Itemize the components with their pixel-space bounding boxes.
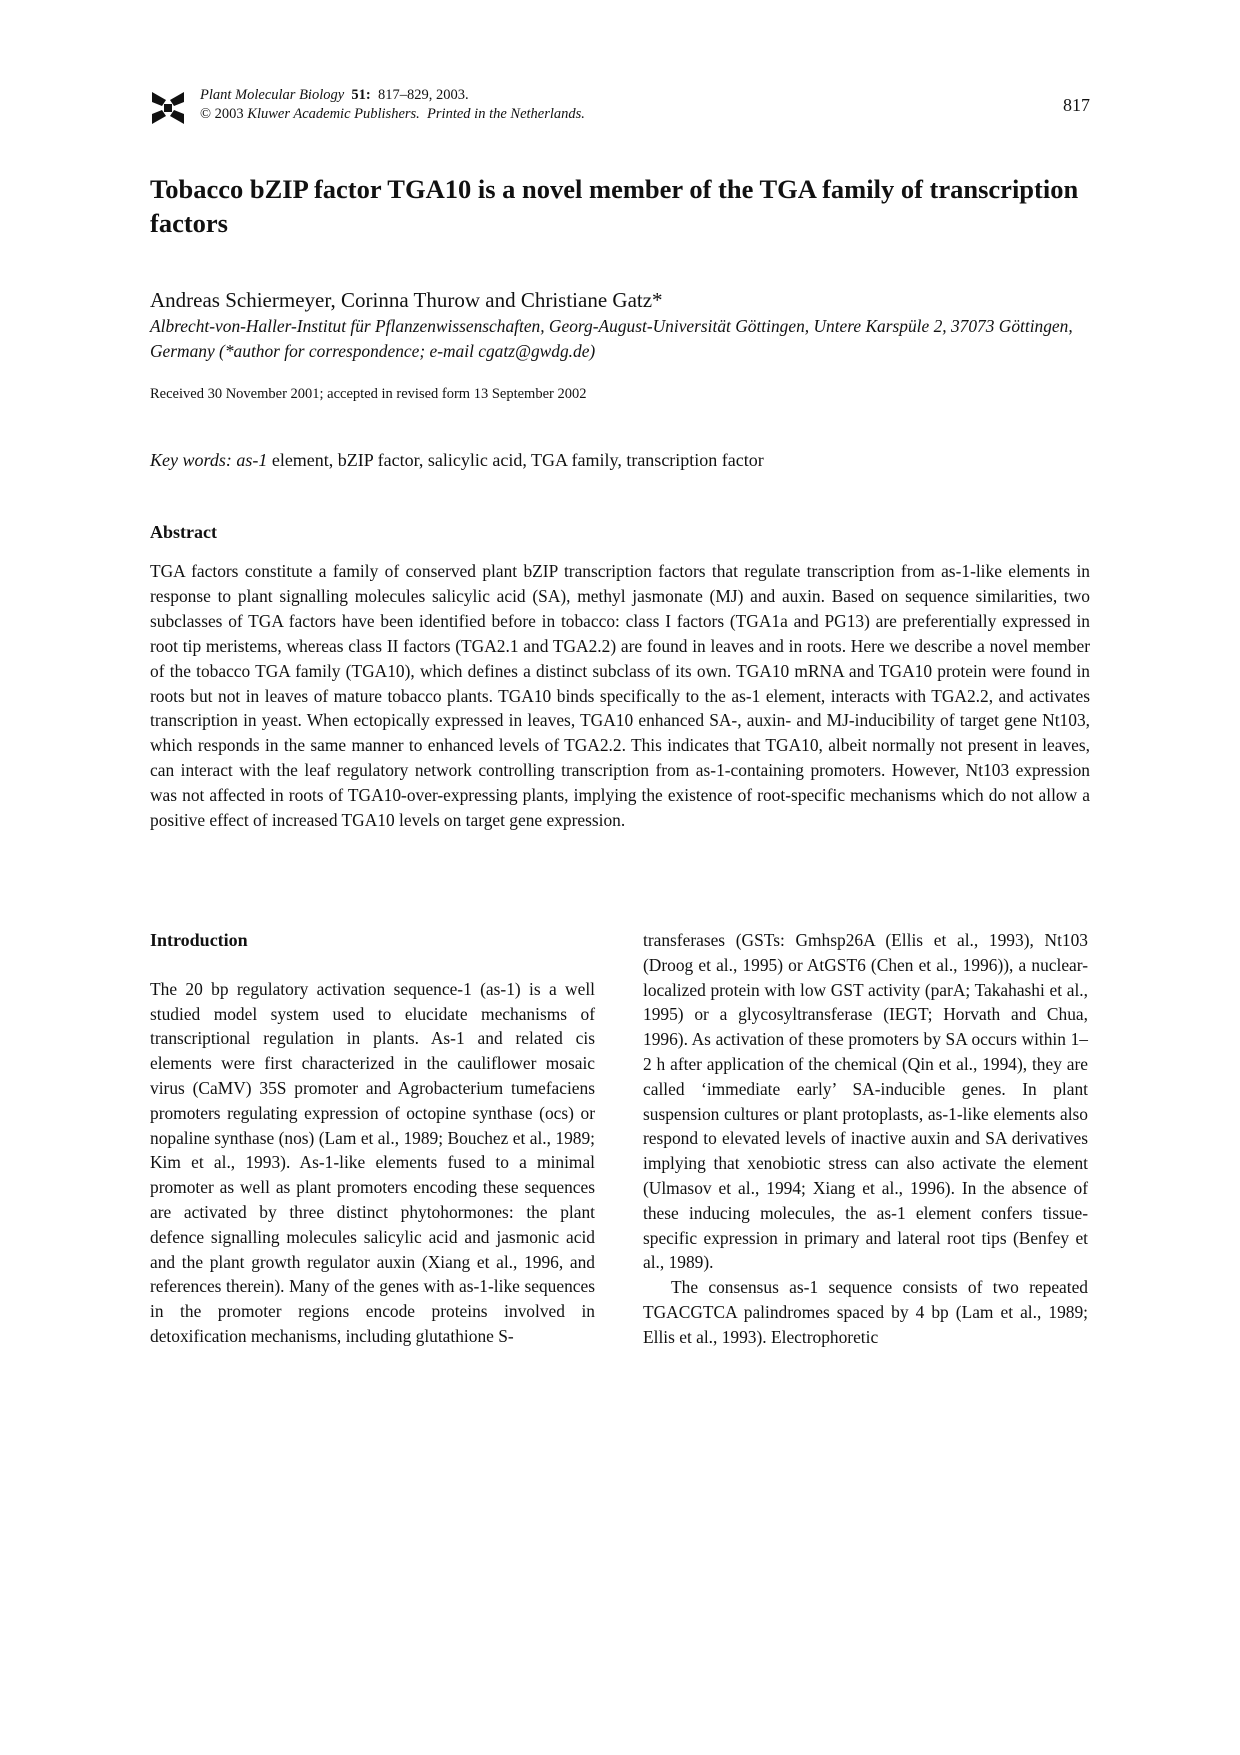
keywords-label: Key words: [150,450,232,470]
paper-title: Tobacco bZIP factor TGA10 is a novel member of the TGA family of transcription factors [150,174,1079,238]
affiliation: Albrecht-von-Haller-Institut für Pflanzenwissenschaften, Georg-August-Universität Göttingen, Untere Karspüle 2, 37073 Göttingen, Germany (*author for correspondence; e-mail cgatz@gwdg.de) [150,316,1073,361]
keywords-rest: element, bZIP factor, salicylic acid, TGA family, transcription factor [267,450,764,470]
received-date: Received 30 November 2001; accepted in revised form 13 September 2002 [150,386,587,402]
column-left [150,928,595,1349]
printed-in: Printed in the Netherlands. [427,106,585,122]
page-number: 817 [1063,95,1090,115]
publisher-logo-icon [150,88,186,128]
author-list: Andreas Schiermeyer, Corinna Thurow and Christiane Gatz* [150,288,663,312]
page-header [150,86,1090,132]
intro-paragraph-2: transferases (GSTs: Gmhsp26A (Ellis et al., 1993), Nt103 (Droog et al., 1995) or AtGST6 (Chen et al., 1996)), a nuclear-localized protein with low GST activity (parA; Takahashi et al., 1995) or a glycosyltransferase (IEGT; Horvath and Chua, 1996). As activation of these promoters by SA occurs within 1–2 h after application of the chemical (Qin et al., 1994), they are called ‘immediate early’ SA-inducible genes. In plant suspension cultures or plant protoplasts, as-1-like elements also respond to elevated levels of inactive auxin and SA derivatives implying that xenobiotic stress can also activate the element (Ulmasov et al., 1994; Xiang et al., 1996). In the absence of these inducing molecules, the as-1 element confers tissue-specific expression in primary and lateral root tips (Benfey et al., 1989). [643,930,1088,1273]
journal-name: Plant Molecular Biology [200,87,345,103]
intro-paragraph-3: The consensus as-1 sequence consists of two repeated TGACGTCA palindromes spaced by 4 bp (Lam et al., 1989; Ellis et al., 1993). Electrophoretic [643,1277,1088,1347]
introduction-heading: Introduction [150,930,248,950]
publisher: Kluwer Academic Publishers. [247,106,420,122]
keyword-first: as-1 [236,450,268,470]
abstract-text: TGA factors constitute a family of conserved plant bZIP transcription factors that regulate transcription from as-1-like elements in response to plant signalling molecules salicylic acid (SA), methyl jasmonate (MJ) and auxin. Based on sequence similarities, two subclasses of TGA factors have been identified before in tobacco: class I factors (TGA1a and PG13) are preferentially expressed in root tip meristems, whereas class II factors (TGA2.1 and TGA2.2) are found in leaves and in roots. Here we describe a novel member of the tobacco TGA family (TGA10), which defines a distinct subclass of its own. TGA10 mRNA and TGA10 protein were found in roots but not in leaves of mature tobacco plants. TGA10 binds specifically to the as-1 element, interacts with TGA2.2, and activates transcription in yeast. When ectopically expressed in leaves, TGA10 enhanced SA-, auxin- and MJ-inducibility of target gene Nt103, which responds in the same manner to enhanced levels of TGA2.2. This indicates that TGA10, albeit normally not present in leaves, can interact with the leaf regulatory network controlling transcription from as-1-containing promoters. However, Nt103 expression was not affected in roots of TGA10-over-expressing plants, implying the existence of root-specific mechanisms which do not allow a positive effect of increased TGA10 levels on target gene expression. [150,561,1090,831]
copyright-year: © 2003 [200,106,244,122]
volume: 51: [351,87,371,103]
journal-citation [200,86,585,124]
pages-year: 817–829, 2003. [378,87,469,103]
keywords [150,450,764,471]
abstract-heading: Abstract [150,522,217,542]
intro-paragraph-1: The 20 bp regulatory activation sequence-1 (as-1) is a well studied model system used to elucidate mechanisms of transcriptional regulation in plants. As-1 and related cis elements were first characterized in the cauliflower mosaic virus (CaMV) 35S promoter and Agrobacterium tumefaciens promoters regulating expression of octopine synthase (ocs) or nopaline synthase (nos) (Lam et al., 1989; Bouchez et al., 1989; Kim et al., 1993). As-1-like elements fused to a minimal promoter as well as plant promoters encoding these sequences are activated by three distinct phytohormones: the plant defence signalling molecules salicylic acid and jasmonic acid and the plant growth regulator auxin (Xiang et al., 1996, and references therein). Many of the genes with as-1-like sequences in the promoter regions encode proteins involved in detoxification mechanisms, including glutathione S- [150,978,595,1346]
column-right [643,928,1088,1350]
